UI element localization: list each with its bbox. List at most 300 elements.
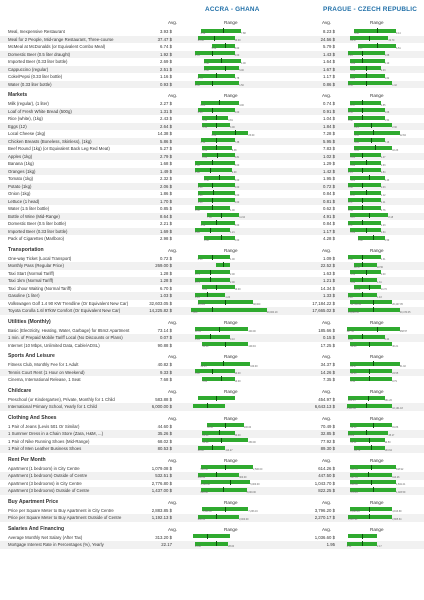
avg-marker: [369, 342, 370, 347]
item-label: Tennis Court Rent (1 Hour on Weekend): [8, 369, 85, 375]
avg-marker: [366, 160, 367, 165]
range-min: 0.88: [350, 163, 356, 167]
col-avg-b: Avg.: [322, 526, 332, 532]
avg-marker: [362, 541, 363, 546]
range-bar-a: [184, 168, 276, 174]
range-bar-a: [184, 74, 276, 80]
col-range-a: Range: [224, 526, 238, 532]
avg-value-a: 1.49 $: [160, 168, 172, 174]
range-min: 20.26: [348, 433, 355, 437]
range-max: 20.00: [234, 372, 241, 376]
col-range-b: Range: [370, 247, 384, 253]
range-min: 6.14: [350, 379, 356, 383]
item-label: Taxi 1hour Waiting (Normal Tariff): [8, 285, 72, 291]
range-bar-a: [184, 183, 276, 189]
range-bar-a: [184, 515, 276, 521]
item-label: 1 Pair of Nike Running Shoes (Mid-Range): [8, 438, 90, 444]
range-max: 3.00: [230, 126, 235, 130]
table-row: [0, 205, 424, 213]
avg-marker: [210, 168, 211, 173]
range-bar-b: [339, 396, 415, 402]
avg-value-a: 1,192.13 $: [151, 515, 172, 520]
table-row: [0, 153, 424, 161]
item-label: Toyota Corolla 1.6l 97kW Comfort (Or Equivalent New Car): [8, 308, 121, 313]
range-max: 1,023.59: [396, 490, 406, 494]
range-max: 38,000: [253, 303, 261, 307]
avg-value-b: 3,796.20 $: [314, 507, 335, 513]
range-max: 7,263.16: [248, 510, 258, 514]
avg-marker: [230, 480, 231, 485]
range-fill: [348, 255, 381, 259]
avg-marker: [212, 255, 213, 260]
avg-value-a: 1.16 $: [160, 74, 172, 79]
range-bar-b: [339, 123, 415, 129]
avg-value-b: 1.67 $: [323, 66, 335, 72]
range-bar-a: [184, 153, 276, 159]
range-fill: [193, 404, 225, 408]
col-range-b: Range: [370, 354, 384, 359]
range-bar-b: [339, 191, 415, 197]
range-bar-a: [184, 236, 276, 242]
section-header: [0, 525, 424, 534]
section-title: Childcare: [8, 387, 32, 394]
range-max: 28.00: [228, 544, 235, 548]
item-label: Potato (1kg): [8, 183, 32, 189]
avg-value-b: 0.84 $: [323, 221, 335, 226]
col-avg-b: Avg.: [322, 388, 332, 394]
avg-marker: [373, 423, 374, 428]
range-min: 15,869.55: [348, 310, 359, 314]
table-row: [0, 58, 424, 66]
range-bar-b: [339, 168, 415, 174]
avg-value-b: 0.91 $: [323, 108, 335, 114]
range-min: 1.23: [348, 54, 353, 58]
table-row: [0, 255, 424, 263]
range-min: 200.00: [197, 475, 206, 479]
range-bar-a: [184, 176, 276, 182]
range-min: 0.57: [348, 201, 353, 205]
table-row: [0, 327, 424, 335]
range-bar-a: [184, 108, 276, 114]
item-label: Monthly Pass (Regular Price): [8, 263, 64, 268]
avg-value-b: 1.29 $: [323, 161, 335, 166]
range-min: 1.90: [202, 118, 208, 122]
range-max: 2.43: [384, 178, 390, 182]
section-title: Utilities (Monthly): [8, 318, 51, 325]
avg-marker: [225, 423, 226, 428]
avg-marker: [213, 190, 214, 195]
range-fill: [354, 131, 400, 135]
range-bar-b: [339, 362, 415, 368]
range-bar-b: [339, 308, 415, 314]
avg-marker: [212, 205, 213, 210]
range-bar-b: [339, 138, 415, 144]
range-min: 1.66: [204, 61, 209, 65]
range-max: 2.23: [380, 69, 386, 73]
range-max: 818.92: [396, 468, 404, 472]
range-min: 0.95: [195, 295, 200, 299]
range-min: 3.68: [358, 238, 363, 242]
col-range-a: Range: [224, 354, 238, 359]
range-bar-b: [339, 198, 415, 204]
avg-value-b: 14.26 $: [320, 369, 335, 375]
range-bar-a: [184, 327, 276, 333]
range-min: 0.04: [195, 337, 200, 341]
avg-marker: [207, 534, 208, 539]
range-max: 1.84: [380, 171, 386, 175]
avg-value-a: 14,225.82 $: [149, 308, 172, 313]
avg-value-b: 0.84 $: [323, 191, 335, 196]
range-fill: [347, 327, 400, 331]
avg-value-a: 0.07 $: [160, 335, 172, 340]
range-fill: [195, 278, 230, 282]
avg-marker: [219, 100, 220, 105]
range-fill: [348, 335, 384, 339]
item-label: 1 Summer Dress in a Chain Store (Zara, H&M, ...): [8, 431, 104, 436]
range-min: 30.00: [197, 448, 204, 452]
avg-value-a: 1.68 $: [160, 161, 172, 166]
range-bar-a: [184, 396, 276, 402]
avg-value-a: 80.53 $: [157, 446, 172, 451]
range-max: 1.12: [380, 193, 386, 197]
avg-marker: [373, 307, 374, 312]
avg-marker: [216, 285, 217, 290]
item-label: Oranges (1kg): [8, 168, 36, 174]
item-label: Volkswagen Golf 1.4 90 KW Trendline (Or Equivalent New Car): [8, 300, 129, 306]
col-range-a: Range: [224, 319, 238, 325]
item-label: International Primary School, Yearly for 1 Child: [8, 404, 97, 409]
range-min: 0.53: [348, 84, 353, 88]
avg-value-a: 22.17: [161, 542, 172, 547]
range-min: 7,000: [191, 310, 198, 314]
avg-value-b: 1,036.60 $: [314, 534, 335, 540]
range-min: 49.10: [350, 426, 357, 430]
avg-value-a: 3.93 $: [160, 29, 172, 34]
range-fill: [348, 51, 384, 55]
col-avg-b: Avg.: [322, 93, 332, 98]
range-min: 5.00: [195, 372, 200, 376]
avg-value-a: 2.98 $: [160, 236, 172, 241]
range-max: 4.00: [239, 103, 244, 107]
item-label: Rice (white), (1kg): [8, 116, 43, 121]
table-row: [0, 465, 424, 473]
range-fill: [350, 342, 392, 346]
range-max: 7.88: [241, 31, 246, 35]
avg-marker: [219, 175, 220, 180]
col-range-b: Range: [370, 319, 384, 325]
avg-value-b: 614.26 $: [318, 465, 335, 471]
avg-value-a: 583.88 $: [155, 396, 172, 402]
range-bar-a: [184, 488, 276, 494]
col-avg-a: Avg.: [168, 319, 178, 325]
avg-marker: [212, 198, 213, 203]
avg-marker: [216, 115, 217, 120]
item-label: Meal for 2 People, Mid-range Restaurant, Three-course: [8, 36, 114, 42]
section-header: [0, 91, 424, 100]
range-min: 0.50: [195, 208, 200, 212]
avg-value-a: 6.70 $: [160, 285, 172, 291]
range-min: 1.02: [350, 61, 356, 65]
range-max: 1.54: [384, 118, 390, 122]
table-row: [0, 213, 424, 221]
avg-value-a: 2.79 $: [160, 153, 172, 159]
range-min: 4.65: [354, 148, 359, 152]
col-avg-b: Avg.: [322, 247, 332, 253]
range-bar-a: [184, 191, 276, 197]
table-row: [0, 81, 424, 89]
range-fill: [348, 108, 384, 112]
avg-marker: [212, 81, 213, 86]
range-bar-b: [339, 153, 415, 159]
range-bar-b: [339, 116, 415, 122]
range-max: 150.00: [248, 441, 256, 445]
avg-value-b: 4.91 $: [323, 213, 335, 219]
col-avg-b: Avg.: [322, 457, 332, 463]
col-avg-a: Avg.: [168, 415, 178, 421]
avg-marker: [362, 262, 363, 267]
avg-value-a: 0.85 $: [160, 206, 172, 211]
range-min: 1.50: [197, 186, 203, 190]
range-min: 10.23: [350, 372, 357, 376]
avg-value-b: 0.15 $: [323, 335, 335, 340]
avg-marker: [216, 472, 217, 477]
range-max: 268.57: [399, 330, 408, 334]
range-max: 2,865.64: [392, 517, 402, 521]
range-max: 133.62: [384, 448, 392, 452]
range-fill: [198, 198, 235, 202]
range-max: 149.94: [248, 345, 256, 349]
range-fill: [350, 377, 392, 381]
range-min: 4.59: [200, 31, 206, 35]
avg-value-b: 17,665.02 $: [312, 308, 335, 313]
avg-value-b: 1.33 $: [323, 293, 335, 298]
range-bar-a: [184, 542, 276, 548]
item-label: Coke/Pepsi (0.33 liter bottle): [8, 74, 63, 79]
range-min: 0.85: [350, 76, 356, 80]
range-fill: [348, 81, 392, 85]
col-avg-b: Avg.: [322, 415, 332, 421]
avg-value-b: 0.86 $: [323, 81, 335, 87]
range-max: 0.10: [230, 337, 235, 341]
range-max: 81.86: [392, 426, 399, 430]
range-fill: [350, 176, 384, 180]
item-label: Lettuce (1 head): [8, 198, 40, 204]
item-label: Gasoline (1 liter): [8, 293, 40, 298]
range-min: 20.47: [350, 364, 357, 368]
range-fill: [198, 191, 235, 195]
range-bar-a: [184, 123, 276, 129]
range-bar-b: [339, 515, 415, 521]
avg-value-a: 1.28 $: [160, 270, 172, 276]
avg-marker: [371, 480, 372, 485]
range-min: 4,912.80: [346, 406, 356, 410]
table-row: [0, 160, 424, 168]
range-fill: [195, 206, 230, 210]
range-bar-b: [339, 507, 415, 513]
table-row: [0, 430, 424, 438]
range-max: 1.23: [380, 223, 386, 227]
avg-value-b: 1.63 $: [323, 270, 335, 276]
range-max: 2,500.00: [253, 468, 263, 472]
table-row: [0, 396, 424, 404]
avg-value-a: 68.02 $: [157, 438, 172, 444]
item-label: Chicken Breasts (Boneless, Skinless), (1kg): [8, 138, 92, 144]
item-label: Local Cheese (1kg): [8, 131, 46, 136]
avg-marker: [235, 130, 236, 135]
range-min: 1.33: [195, 54, 200, 58]
range-fill: [195, 270, 230, 274]
item-label: Basic (Electricity, Heating, Water, Garbage) for 85m2 Apartment: [8, 327, 130, 333]
avg-value-a: 313.20 $: [155, 534, 172, 540]
range-min: 0.75: [197, 76, 203, 80]
range-min: 573.16: [350, 490, 358, 494]
range-min: 1.15: [348, 171, 353, 175]
avg-value-b: 6,643.13 $: [314, 404, 335, 409]
table-row: [0, 507, 424, 515]
avg-marker: [216, 541, 217, 546]
range-max: 2.00: [234, 193, 240, 197]
range-fill: [195, 51, 235, 55]
section-header: [0, 246, 424, 255]
avg-marker: [225, 342, 226, 347]
range-max: 1.06: [384, 111, 390, 115]
item-label: 1 min. of Prepaid Mobile Tariff Local (No Discounts or Plans): [8, 335, 123, 340]
item-label: 1 Pair of Jeans (Levis 501 Or Similar): [8, 423, 80, 429]
range-max: 10.23: [392, 148, 399, 152]
range-fill: [350, 59, 384, 63]
range-bar-a: [184, 300, 276, 306]
avg-marker: [225, 507, 226, 512]
range-max: 1.24: [225, 295, 231, 299]
table-row: [0, 472, 424, 480]
avg-marker: [219, 327, 220, 332]
range-min: 0.85: [200, 103, 206, 107]
avg-value-b: 1.95: [326, 542, 335, 547]
range-min: 1.50: [204, 178, 209, 182]
range-bar-b: [339, 480, 415, 486]
range-fill: [348, 221, 381, 225]
item-label: Banana (1kg): [8, 161, 34, 166]
col-range-b: Range: [370, 20, 384, 25]
range-bar-b: [339, 236, 415, 242]
range-min: 818.66: [350, 483, 358, 487]
range-bar-a: [184, 342, 276, 348]
range-bar-a: [184, 66, 276, 72]
range-fill: [195, 335, 230, 339]
avg-value-b: 0.62 $: [323, 206, 335, 211]
range-min: 600.00: [197, 517, 206, 521]
range-min: 0.05: [348, 337, 353, 341]
range-bar-b: [339, 342, 415, 348]
avg-value-a: 1.28 $: [160, 278, 172, 283]
avg-marker: [362, 115, 363, 120]
range-max: 900.00: [239, 475, 247, 479]
range-max: 0.85: [380, 103, 386, 107]
avg-marker: [377, 43, 378, 48]
avg-value-b: 0.72 $: [323, 183, 335, 189]
avg-value-b: 1,043.70 $: [314, 480, 335, 486]
table-row: [0, 292, 424, 300]
range-fill: [193, 534, 230, 538]
city-a-header: ACCRA - GHANA: [205, 6, 260, 13]
range-bar-b: [339, 278, 415, 284]
range-max: 7.38: [234, 141, 240, 145]
item-label: Apartment (3 bedrooms) Outside of Centre: [8, 488, 90, 493]
range-max: 3.00: [234, 163, 240, 167]
range-bar-b: [339, 542, 415, 548]
section-header: [0, 387, 424, 396]
range-bar-a: [184, 81, 276, 87]
col-range-b: Range: [370, 388, 384, 394]
range-min: 0.75: [195, 280, 200, 284]
range-fill: [202, 377, 234, 381]
avg-marker: [371, 123, 372, 128]
avg-marker: [225, 43, 226, 48]
item-label: 1 Pair of Men Leather Business Shoes: [8, 446, 82, 451]
range-max: 1.62: [384, 76, 390, 80]
avg-value-b: 7.83 $: [323, 146, 335, 151]
range-min: 0.88: [197, 111, 203, 115]
avg-value-a: 2.32 $: [160, 176, 172, 181]
range-fill: [212, 131, 249, 135]
avg-value-b: 1.43 $: [323, 51, 335, 57]
range-fill: [350, 423, 392, 427]
item-label: Apartment (1 bedroom) Outside of Centre: [8, 473, 88, 478]
range-bar-b: [339, 29, 415, 35]
range-bar-a: [184, 138, 276, 144]
range-bar-a: [184, 206, 276, 212]
avg-marker: [223, 361, 224, 366]
range-bar-a: [184, 369, 276, 375]
range-bar-a: [184, 255, 276, 261]
range-min: 25.46: [197, 39, 204, 43]
range-min: 1.50: [346, 544, 352, 548]
range-min: 12.86: [350, 345, 357, 349]
item-label: Taxi Start (Normal Tariff): [8, 270, 55, 276]
avg-marker: [366, 270, 367, 275]
range-min: 0.57: [350, 103, 356, 107]
avg-marker: [221, 235, 222, 240]
range-bar-a: [184, 228, 276, 234]
range-min: 0.57: [348, 223, 353, 227]
avg-value-a: 5.27 $: [160, 146, 172, 151]
table-row: [0, 262, 424, 270]
range-fill: [354, 29, 396, 33]
avg-value-b: 1.42 $: [323, 168, 335, 174]
range-bar-a: [184, 404, 276, 410]
range-min: 2.00: [202, 156, 208, 160]
item-label: Eggs (12): [8, 123, 27, 129]
avg-marker: [210, 270, 211, 275]
avg-marker: [221, 376, 222, 381]
range-min: 1.00: [195, 163, 200, 167]
avg-value-b: 4.28 $: [323, 236, 335, 241]
avg-value-b: 17.25 $: [320, 342, 335, 348]
range-min: 0.86: [348, 258, 353, 262]
avg-marker: [362, 205, 363, 210]
range-max: 3,000.00: [246, 490, 256, 494]
range-max: 5,000.00: [250, 483, 260, 487]
item-label: Price per Square Meter to Buy Apartment Outside of Centre: [8, 515, 122, 520]
avg-marker: [207, 403, 208, 408]
item-label: Imported Beer (0.33 liter bottle): [8, 228, 68, 234]
avg-marker: [362, 51, 363, 56]
range-max: 4.59: [384, 238, 390, 242]
range-max: 61.02: [399, 364, 406, 368]
range-max: 20,470.05: [399, 310, 411, 314]
range-fill: [198, 255, 230, 259]
range-min: 0.50: [197, 258, 203, 262]
